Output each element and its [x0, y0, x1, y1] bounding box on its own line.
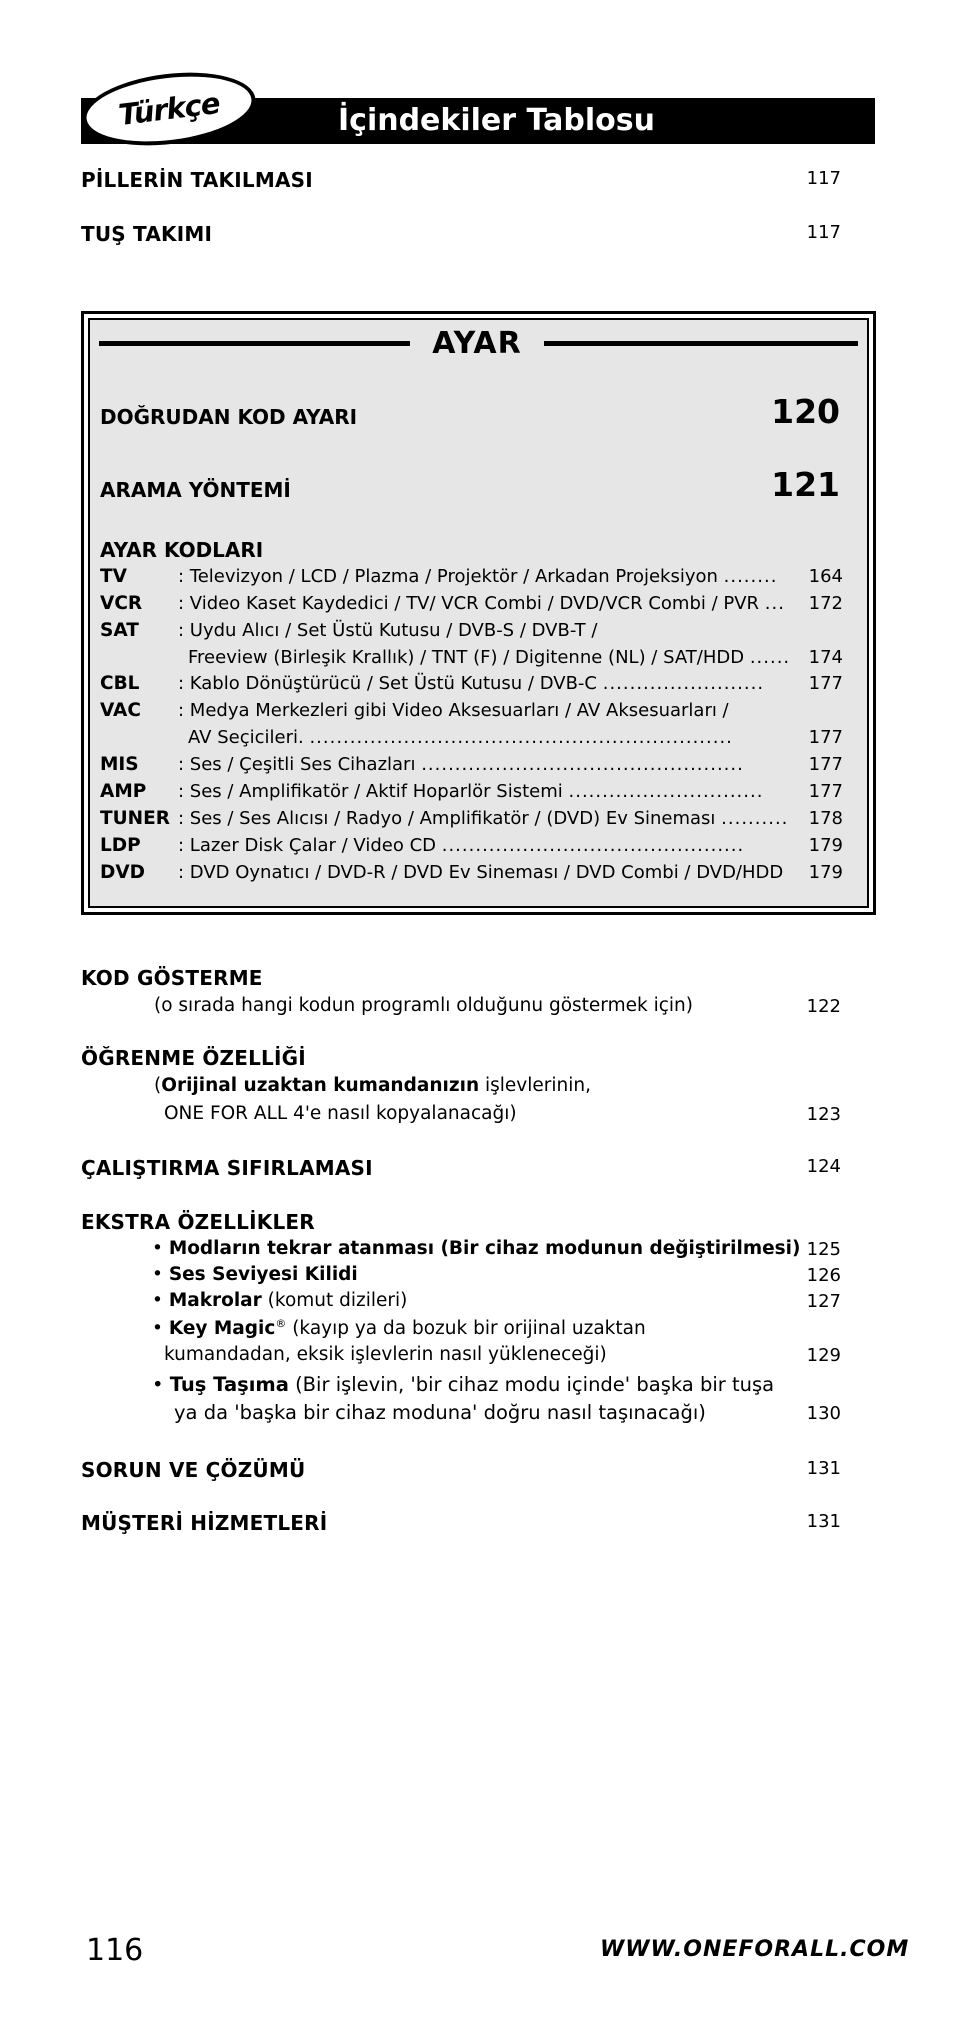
toc-entry-batteries[interactable]: [81, 168, 841, 196]
toc-entry-search[interactable]: ARAMA YÖNTEMİ: [100, 478, 291, 502]
code-desc-dvd[interactable]: : DVD Oynatıcı / DVD-R / DVD Ev Sineması / DVD Combi / DVD/HDD: [178, 862, 784, 883]
code-key-ldp: LDP: [100, 835, 141, 856]
code-desc-vac-line2: AV Seçicileri. ...............................................................: [188, 727, 733, 748]
extra-item-reassign[interactable]: • Modların tekrar atanması (Bir cihaz modunun değiştirilmesi): [152, 1238, 801, 1259]
website-link[interactable]: WWW.ONEFORALL.COM: [600, 1937, 910, 1962]
code-page-tv: 164: [808, 566, 843, 587]
search-page: 121: [771, 465, 840, 504]
code-key-sat: SAT: [100, 620, 139, 641]
code-page-tuner: 178: [808, 808, 843, 829]
toc-entry-extra-features[interactable]: [81, 1210, 841, 1238]
toc-label: PİLLERİN TAKILMASI: [81, 168, 313, 192]
code-key-vac: VAC: [100, 700, 141, 721]
code-page-ldp: 179: [808, 835, 843, 856]
toc-label: ÖĞRENME ÖZELLİĞİ: [81, 1046, 306, 1070]
code-key-amp: AMP: [100, 781, 147, 802]
extra-item-key-move-line2: ya da 'başka bir cihaz moduna' doğru nasıl taşınacağı): [174, 1401, 706, 1424]
extra-item-key-move[interactable]: • Tuş Taşıma (Bir işlevin, 'bir cihaz modu içinde' başka bir tuşa: [152, 1373, 775, 1396]
code-desc-sat-line2: Freeview (Birleşik Krallık) / TNT (F) / Digitenne (NL) / SAT/HDD ......: [188, 647, 791, 668]
toc-label: EKSTRA ÖZELLİKLER: [81, 1210, 315, 1234]
code-desc-tuner[interactable]: : Ses / Ses Alıcısı / Radyo / Amplifikatör / (DVD) Ev Sineması ..........: [178, 808, 789, 829]
extra-page-macros: 127: [806, 1291, 841, 1312]
code-page-vac: 177: [808, 727, 843, 748]
code-desc-amp[interactable]: : Ses / Amplifikatör / Aktif Hoparlör Sistemi .............................: [178, 781, 764, 802]
toc-label: MÜŞTERİ HİZMETLERİ: [81, 1511, 328, 1535]
toc-entry-troubleshooting[interactable]: [81, 1458, 841, 1486]
toc-label: SORUN VE ÇÖZÜMÜ: [81, 1458, 306, 1482]
code-page-dvd: 179: [808, 862, 843, 883]
code-desc-vcr[interactable]: : Video Kaset Kaydedici / TV/ VCR Combi / DVD/VCR Combi / PVR ...: [178, 593, 785, 614]
toc-entry-customer-service[interactable]: [81, 1511, 841, 1539]
toc-page: 124: [806, 1156, 841, 1177]
extra-page-key-magic: 129: [806, 1345, 841, 1366]
toc-label: TUŞ TAKIMI: [81, 222, 213, 246]
code-desc-tv[interactable]: : Televizyon / LCD / Plazma / Projektör / Arkadan Projeksiyon ........: [178, 566, 778, 587]
code-desc-sat[interactable]: : Uydu Alıcı / Set Üstü Kutusu / DVB-S / DVB-T /: [178, 620, 598, 641]
extra-item-volume-lock[interactable]: • Ses Seviyesi Kilidi: [152, 1264, 358, 1285]
code-page-cbl: 177: [808, 673, 843, 694]
code-key-vcr: VCR: [100, 593, 143, 614]
code-page-sat: 174: [808, 647, 843, 668]
title-rule-right: [544, 341, 858, 346]
toc-entry-keypad[interactable]: [81, 222, 841, 250]
toc-page: 117: [806, 222, 841, 243]
code-key-mis: MIS: [100, 754, 139, 775]
code-display-page: 122: [806, 996, 841, 1017]
extra-page-reassign: 125: [806, 1239, 841, 1260]
toc-page: 131: [806, 1458, 841, 1479]
extra-page-key-move: 130: [806, 1403, 841, 1424]
direct-code-page: 120: [771, 392, 840, 431]
extra-item-key-magic-line2: kumandadan, eksik işlevlerin nasıl yükleneceği): [164, 1344, 607, 1365]
code-desc-cbl[interactable]: : Kablo Dönüştürücü / Set Üstü Kutusu / DVB-C ........................: [178, 673, 765, 694]
setup-box-title: AYAR: [432, 326, 522, 361]
learning-desc-line2: ONE FOR ALL 4'e nasıl kopyalanacağı): [164, 1103, 517, 1124]
extra-page-volume-lock: 126: [806, 1265, 841, 1286]
toc-entry-direct-code[interactable]: DOĞRUDAN KOD AYARI: [100, 405, 358, 429]
toc-page: 131: [806, 1511, 841, 1532]
toc-page: 117: [806, 168, 841, 189]
code-key-tuner: TUNER: [100, 808, 171, 829]
page-title: İçindekiler Tablosu: [338, 103, 655, 138]
page-number: 116: [86, 1933, 144, 1968]
code-desc-vac[interactable]: : Medya Merkezleri gibi Video Aksesuarları / AV Aksesuarları /: [178, 700, 729, 721]
title-rule-left: [99, 341, 410, 346]
extra-item-macros[interactable]: • Makrolar (komut dizileri): [152, 1290, 408, 1311]
toc-entry-code-display[interactable]: [81, 966, 841, 994]
code-key-dvd: DVD: [100, 862, 146, 883]
language-label: Türkçe: [116, 85, 222, 133]
toc-entry-learning[interactable]: [81, 1046, 841, 1074]
code-key-tv: TV: [100, 566, 127, 587]
learning-page: 123: [806, 1104, 841, 1125]
codes-heading: AYAR KODLARI: [100, 538, 264, 562]
code-page-vcr: 172: [808, 593, 843, 614]
extra-item-key-magic[interactable]: • Key Magic® (kayıp ya da bozuk bir orijinal uzaktan: [152, 1317, 646, 1340]
code-page-mis: 177: [808, 754, 843, 775]
code-key-cbl: CBL: [100, 673, 140, 694]
toc-label: KOD GÖSTERME: [81, 966, 263, 990]
code-desc-ldp[interactable]: : Lazer Disk Çalar / Video CD .............................................: [178, 835, 745, 856]
learning-desc: (Orijinal uzaktan kumandanızın işlevlerinin,: [154, 1075, 591, 1096]
code-display-desc: (o sırada hangi kodun programlı olduğunu göstermek için): [154, 995, 693, 1016]
code-desc-mis[interactable]: : Ses / Çeşitli Ses Cihazları ................................................: [178, 754, 744, 775]
toc-entry-reset[interactable]: [81, 1156, 841, 1184]
toc-label: ÇALIŞTIRMA SIFIRLAMASI: [81, 1156, 373, 1180]
code-page-amp: 177: [808, 781, 843, 802]
